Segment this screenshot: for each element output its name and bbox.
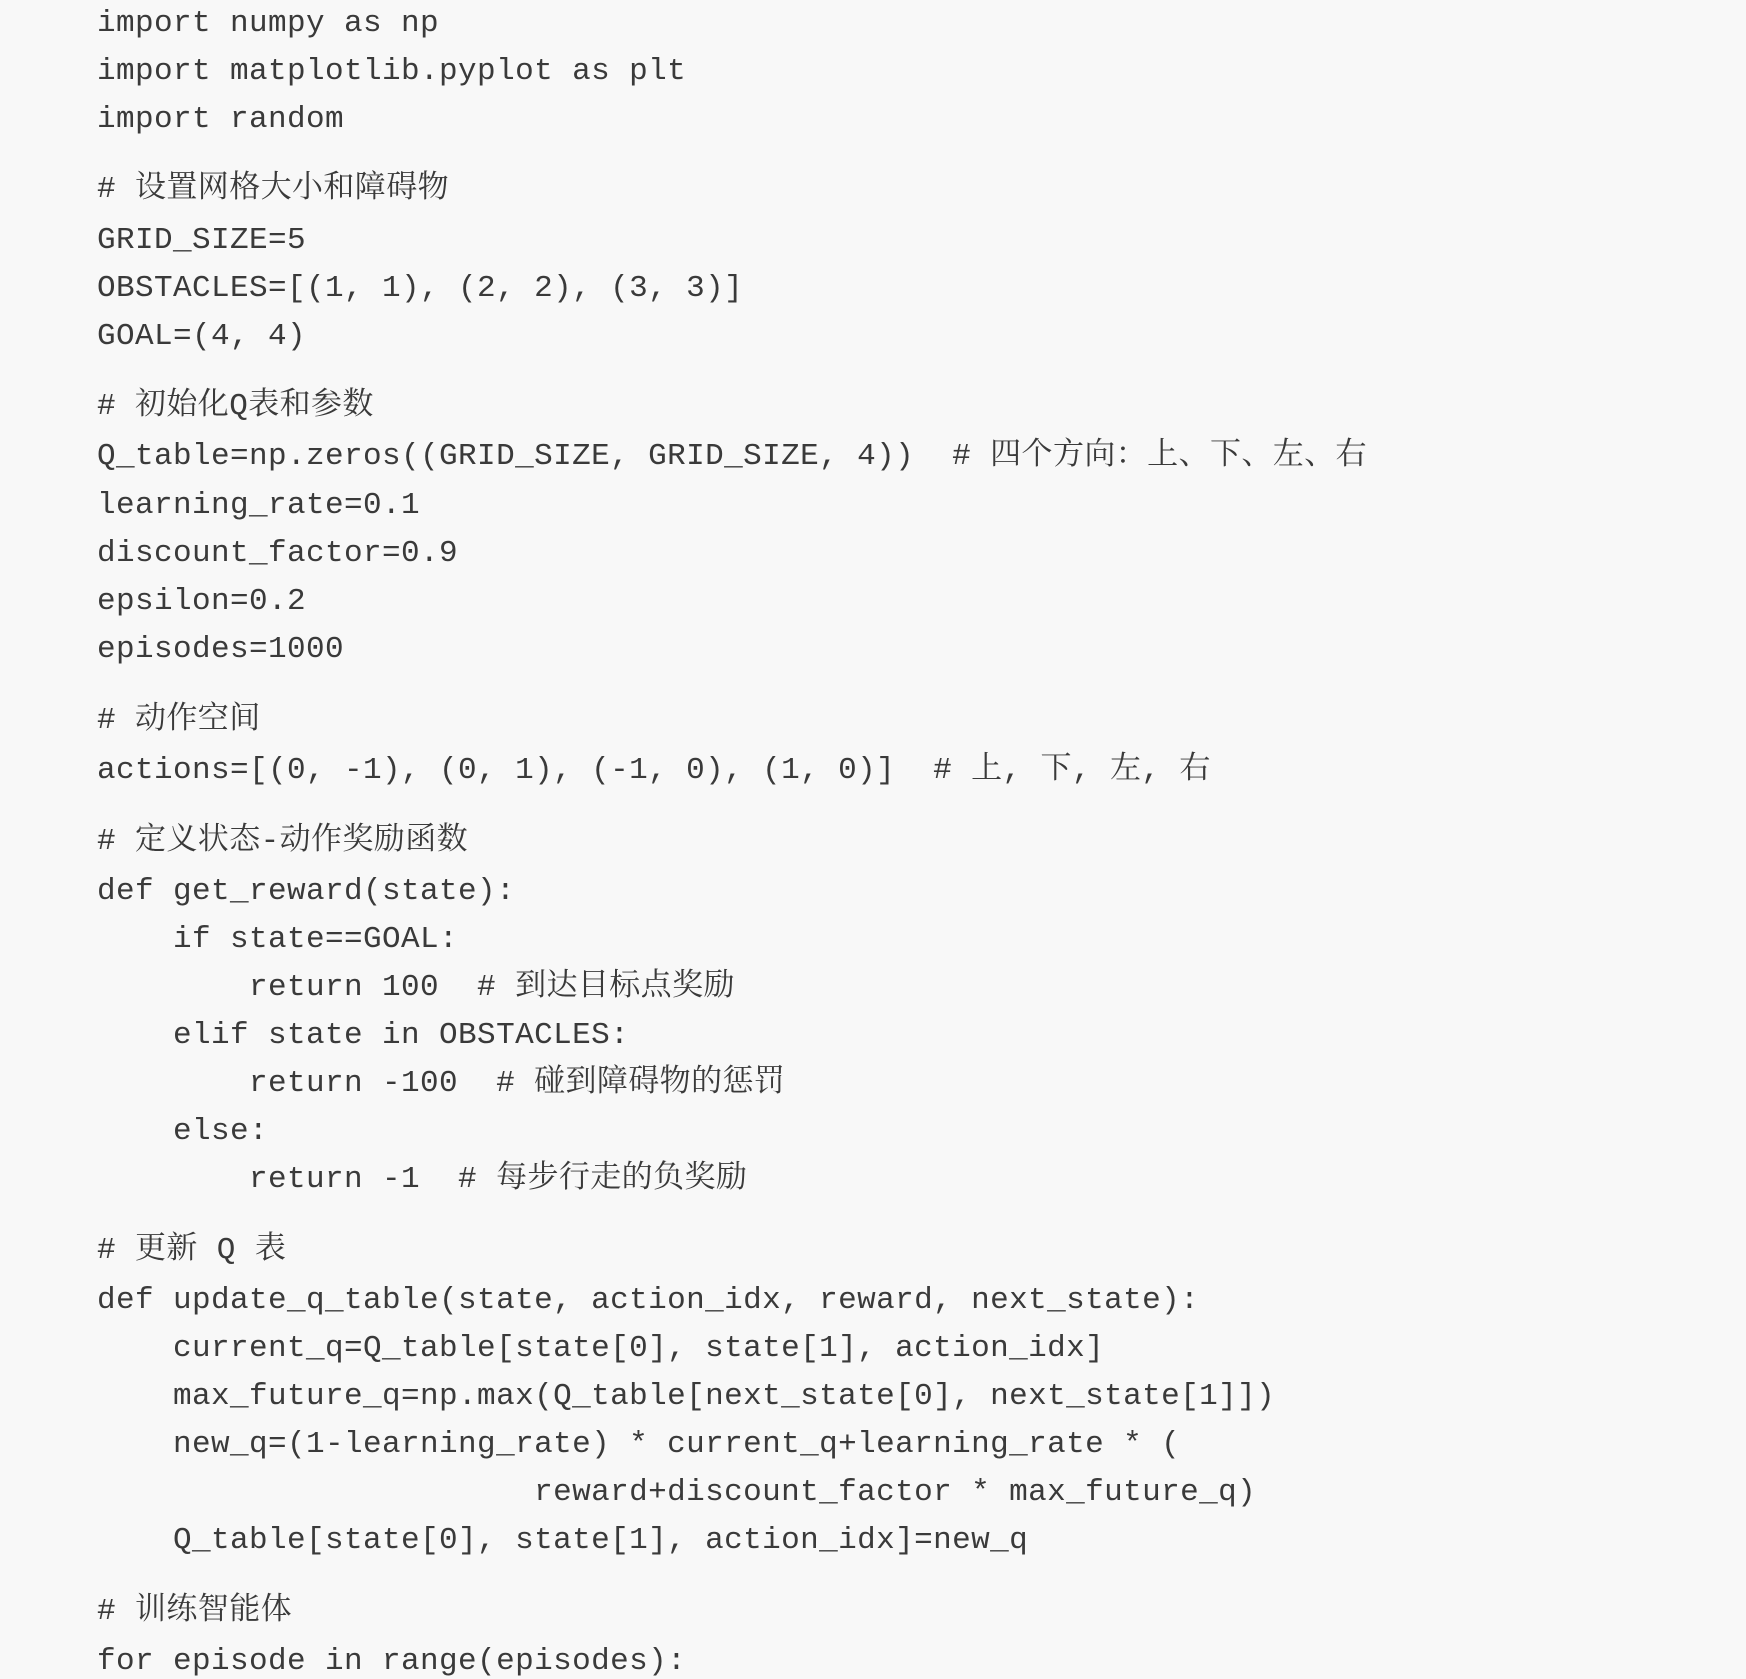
code-comment: # 更新 Q 表 [97, 1233, 287, 1268]
code-line: def get_reward(state): [97, 874, 516, 909]
code-line: else: [97, 1114, 269, 1149]
code-comment: # 设置网格大小和障碍物 [97, 172, 450, 207]
code-line: Q_table=np.zeros((GRID_SIZE, GRID_SIZE, 4)) # 四个方向：上、下、左、右 [97, 439, 1367, 474]
code-comment: # 训练智能体 [97, 1594, 293, 1629]
code-line: if state==GOAL: [97, 922, 459, 957]
code-line: import random [97, 102, 345, 137]
code-line: return 100 # 到达目标点奖励 [97, 970, 735, 1005]
code-comment: # 初始化Q表和参数 [97, 389, 374, 424]
code-line: discount_factor=0.9 [97, 536, 459, 571]
code-line: learning_rate=0.1 [97, 488, 421, 523]
code-comment: # 动作空间 [97, 703, 261, 738]
code-line: new_q=(1-learning_rate) * current_q+learning_rate * ( [97, 1427, 1181, 1462]
code-line: max_future_q=np.max(Q_table[next_state[0], next_state[1]]) [97, 1379, 1276, 1414]
code-comment: # 定义状态-动作奖励函数 [97, 824, 469, 859]
code-line: import numpy as np [97, 6, 440, 41]
code-line: for episode in range(episodes): [97, 1644, 687, 1679]
code-line: episodes=1000 [97, 632, 345, 667]
code-line: actions=[(0, -1), (0, 1), (-1, 0), (1, 0)] # 上, 下, 左, 右 [97, 753, 1211, 788]
code-line: epsilon=0.2 [97, 584, 307, 619]
code-line: Q_table[state[0], state[1], action_idx]=new_q [97, 1523, 1029, 1558]
code-line: elif state in OBSTACLES: [97, 1018, 630, 1053]
code-line: GRID_SIZE=5 [97, 223, 307, 258]
code-line: return -1 # 每步行走的负奖励 [97, 1162, 748, 1197]
code-line: current_q=Q_table[state[0], state[1], action_idx] [97, 1331, 1105, 1366]
code-line: reward+discount_factor * max_future_q) [97, 1475, 1257, 1510]
code-line: def update_q_table(state, action_idx, reward, next_state): [97, 1283, 1200, 1318]
code-line: import matplotlib.pyplot as plt [97, 54, 687, 89]
code-line: GOAL=(4, 4) [97, 319, 307, 354]
code-line: OBSTACLES=[(1, 1), (2, 2), (3, 3)] [97, 271, 744, 306]
code-line: return -100 # 碰到障碍物的惩罚 [97, 1066, 786, 1101]
